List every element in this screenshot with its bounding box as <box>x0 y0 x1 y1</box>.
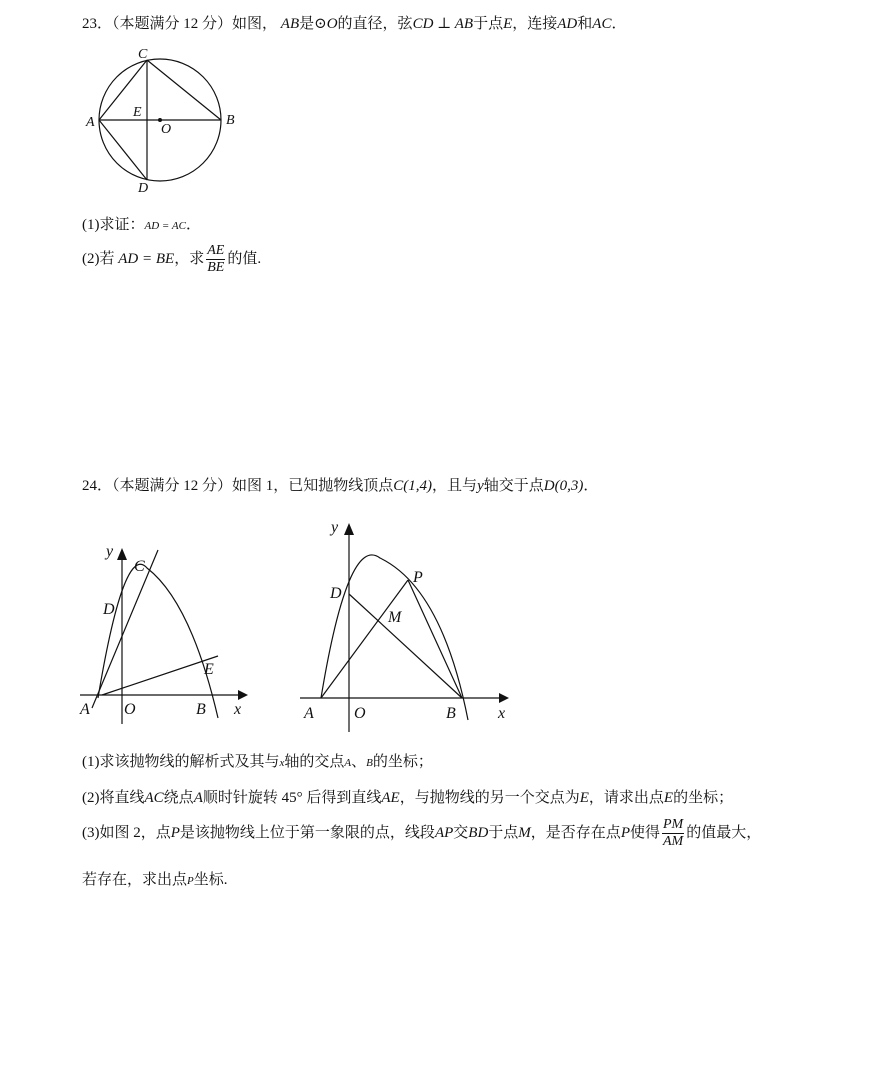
q23-part2-text: (2)若 <box>82 250 115 267</box>
q24-math-c: C(1,4) <box>393 478 433 494</box>
q23-math-cd-perp-ab: CD ⊥ AB <box>412 16 474 32</box>
label-b: B <box>226 113 235 128</box>
label-c: C <box>138 47 148 62</box>
q24-math-d: D(0,3) <box>543 478 584 494</box>
fig2-label-m: M <box>388 609 402 626</box>
q24-part3-text: 于点 <box>488 824 519 841</box>
q24-part3-text: (3)如图 2，点 <box>82 824 171 841</box>
q24-text: ，且与 <box>432 478 478 494</box>
fig2-label-y: y <box>331 519 339 536</box>
fig2-label-d: D <box>330 585 342 602</box>
q23-math-circle: ⊙O <box>314 16 338 32</box>
q23-fraction <box>206 243 225 276</box>
q24-part3-text: 若存在，求出点 <box>82 872 188 888</box>
fraction-denominator: AM <box>663 834 684 849</box>
q23-part1-text: (1)求证： <box>82 217 145 233</box>
q24-part2-end: 的坐标； <box>673 790 734 806</box>
q24-part3-text: 坐标. <box>193 872 228 888</box>
q23-part2 <box>82 243 261 276</box>
q24-math-p: P <box>620 824 630 841</box>
q23-math-ac: AC <box>592 16 612 32</box>
q24-math-m: M <box>518 824 531 841</box>
fig1-label-y: y <box>106 543 114 560</box>
q24-math-e: E <box>579 790 589 806</box>
fig2-label-a: A <box>304 705 314 722</box>
fig1-label-a: A <box>80 701 90 718</box>
q24-math-a: A <box>344 757 352 769</box>
q23-math-e: E <box>503 16 513 32</box>
q23-text: 的直径，弦 <box>337 16 413 32</box>
fraction-numerator: AE <box>207 243 225 258</box>
q24-text: ． <box>583 478 599 494</box>
q24-math-x: x <box>279 757 285 769</box>
fraction-numerator: PM <box>663 817 684 832</box>
fig2-label-b: B <box>446 705 456 722</box>
q24-part3 <box>82 817 761 850</box>
q24-part3-text: 是该抛物线上位于第一象限的点，线段 <box>179 824 435 841</box>
q24-math-bd: BD <box>468 824 489 841</box>
label-e: E <box>133 105 142 120</box>
q24-part2-text: ，请求出点 <box>588 790 664 806</box>
q24-fraction <box>662 817 684 850</box>
q24-part1-sep: 、 <box>351 754 367 770</box>
q24-part3-end: 的值最大， <box>686 824 762 841</box>
q24-part1-text: (1)求该抛物线的解析式及其与 <box>82 754 280 770</box>
q23-text: ． <box>611 16 627 32</box>
q23-part1-math: AD = AC <box>144 220 186 232</box>
fig1-label-d: D <box>103 601 115 618</box>
q24-math-ae: AE <box>381 790 400 806</box>
q23-part1 <box>82 213 201 234</box>
label-o: O <box>161 122 172 137</box>
q24-math-p: P <box>170 824 180 841</box>
q23-circle-figure <box>80 40 250 200</box>
fraction-denominator: BE <box>207 260 225 275</box>
q24-math-y: y <box>477 478 484 494</box>
label-d: D <box>138 181 149 196</box>
q24-number: 24． <box>82 478 113 494</box>
q23-number: 23． <box>82 16 113 32</box>
q23-text: 于点 <box>473 16 504 32</box>
q24-text: 如图 1，已知抛物线顶点 <box>232 478 394 494</box>
q23-part2-end: 的值. <box>227 250 262 267</box>
q24-part2-text: 顺时针旋转 45° 后得到直线 <box>202 790 382 806</box>
q24-part3-line2 <box>82 868 228 889</box>
q23-meta: （本题满分 12 分） <box>112 16 233 32</box>
q23-text: 和 <box>577 16 593 32</box>
fig2-label-p: P <box>413 569 423 586</box>
label-a: A <box>86 115 95 130</box>
q24-math-p: P <box>187 875 194 887</box>
q24-part1-text: 轴的交点 <box>284 754 345 770</box>
q24-part1 <box>82 750 433 771</box>
q24-part2-text: ，与抛物线的另一个交点为 <box>399 790 580 806</box>
q24-part3-text: ，是否存在点 <box>530 824 621 841</box>
q23-math-ad: AD <box>557 16 578 32</box>
q24-math-e: E <box>663 790 674 806</box>
fig1-label-e: E <box>204 661 214 678</box>
fig2-label-x: x <box>498 705 506 722</box>
q24-figure-1 <box>76 538 256 728</box>
fig1-label-b: B <box>196 701 206 718</box>
q23-math-ab: AB <box>280 16 300 32</box>
q23-text: ，连接 <box>512 16 558 32</box>
q24-part3-text: 交 <box>453 824 469 841</box>
fig1-label-x: x <box>234 701 242 718</box>
fig1-label-o: O <box>124 701 136 718</box>
q23-text: 是 <box>299 16 315 32</box>
q23-part2-math: AD = BE <box>118 250 175 267</box>
q24-math-ac: AC <box>144 790 164 806</box>
fig1-label-c: C <box>134 558 145 575</box>
q23-part1-end: ． <box>185 217 201 233</box>
q24-text: 轴交于点 <box>483 478 544 494</box>
q24-part3-text: 使得 <box>629 824 660 841</box>
q24-part1-end: 的坐标； <box>372 754 433 770</box>
q24-math-ap: AP <box>434 824 454 841</box>
q24-part2-text: (2)将直线 <box>82 790 145 806</box>
q23-statement <box>82 12 626 33</box>
fig2-label-o: O <box>354 705 366 722</box>
q24-statement <box>82 474 598 495</box>
q23-part2-text: ，求 <box>174 250 205 267</box>
q24-math-b: B <box>366 757 373 769</box>
q24-part2 <box>82 786 733 807</box>
q24-math-a: A <box>193 790 203 806</box>
q23-text: 如图， <box>232 16 278 32</box>
q24-figure-2 <box>296 512 516 734</box>
q24-part2-text: 绕点 <box>163 790 194 806</box>
q24-meta: （本题满分 12 分） <box>112 478 233 494</box>
